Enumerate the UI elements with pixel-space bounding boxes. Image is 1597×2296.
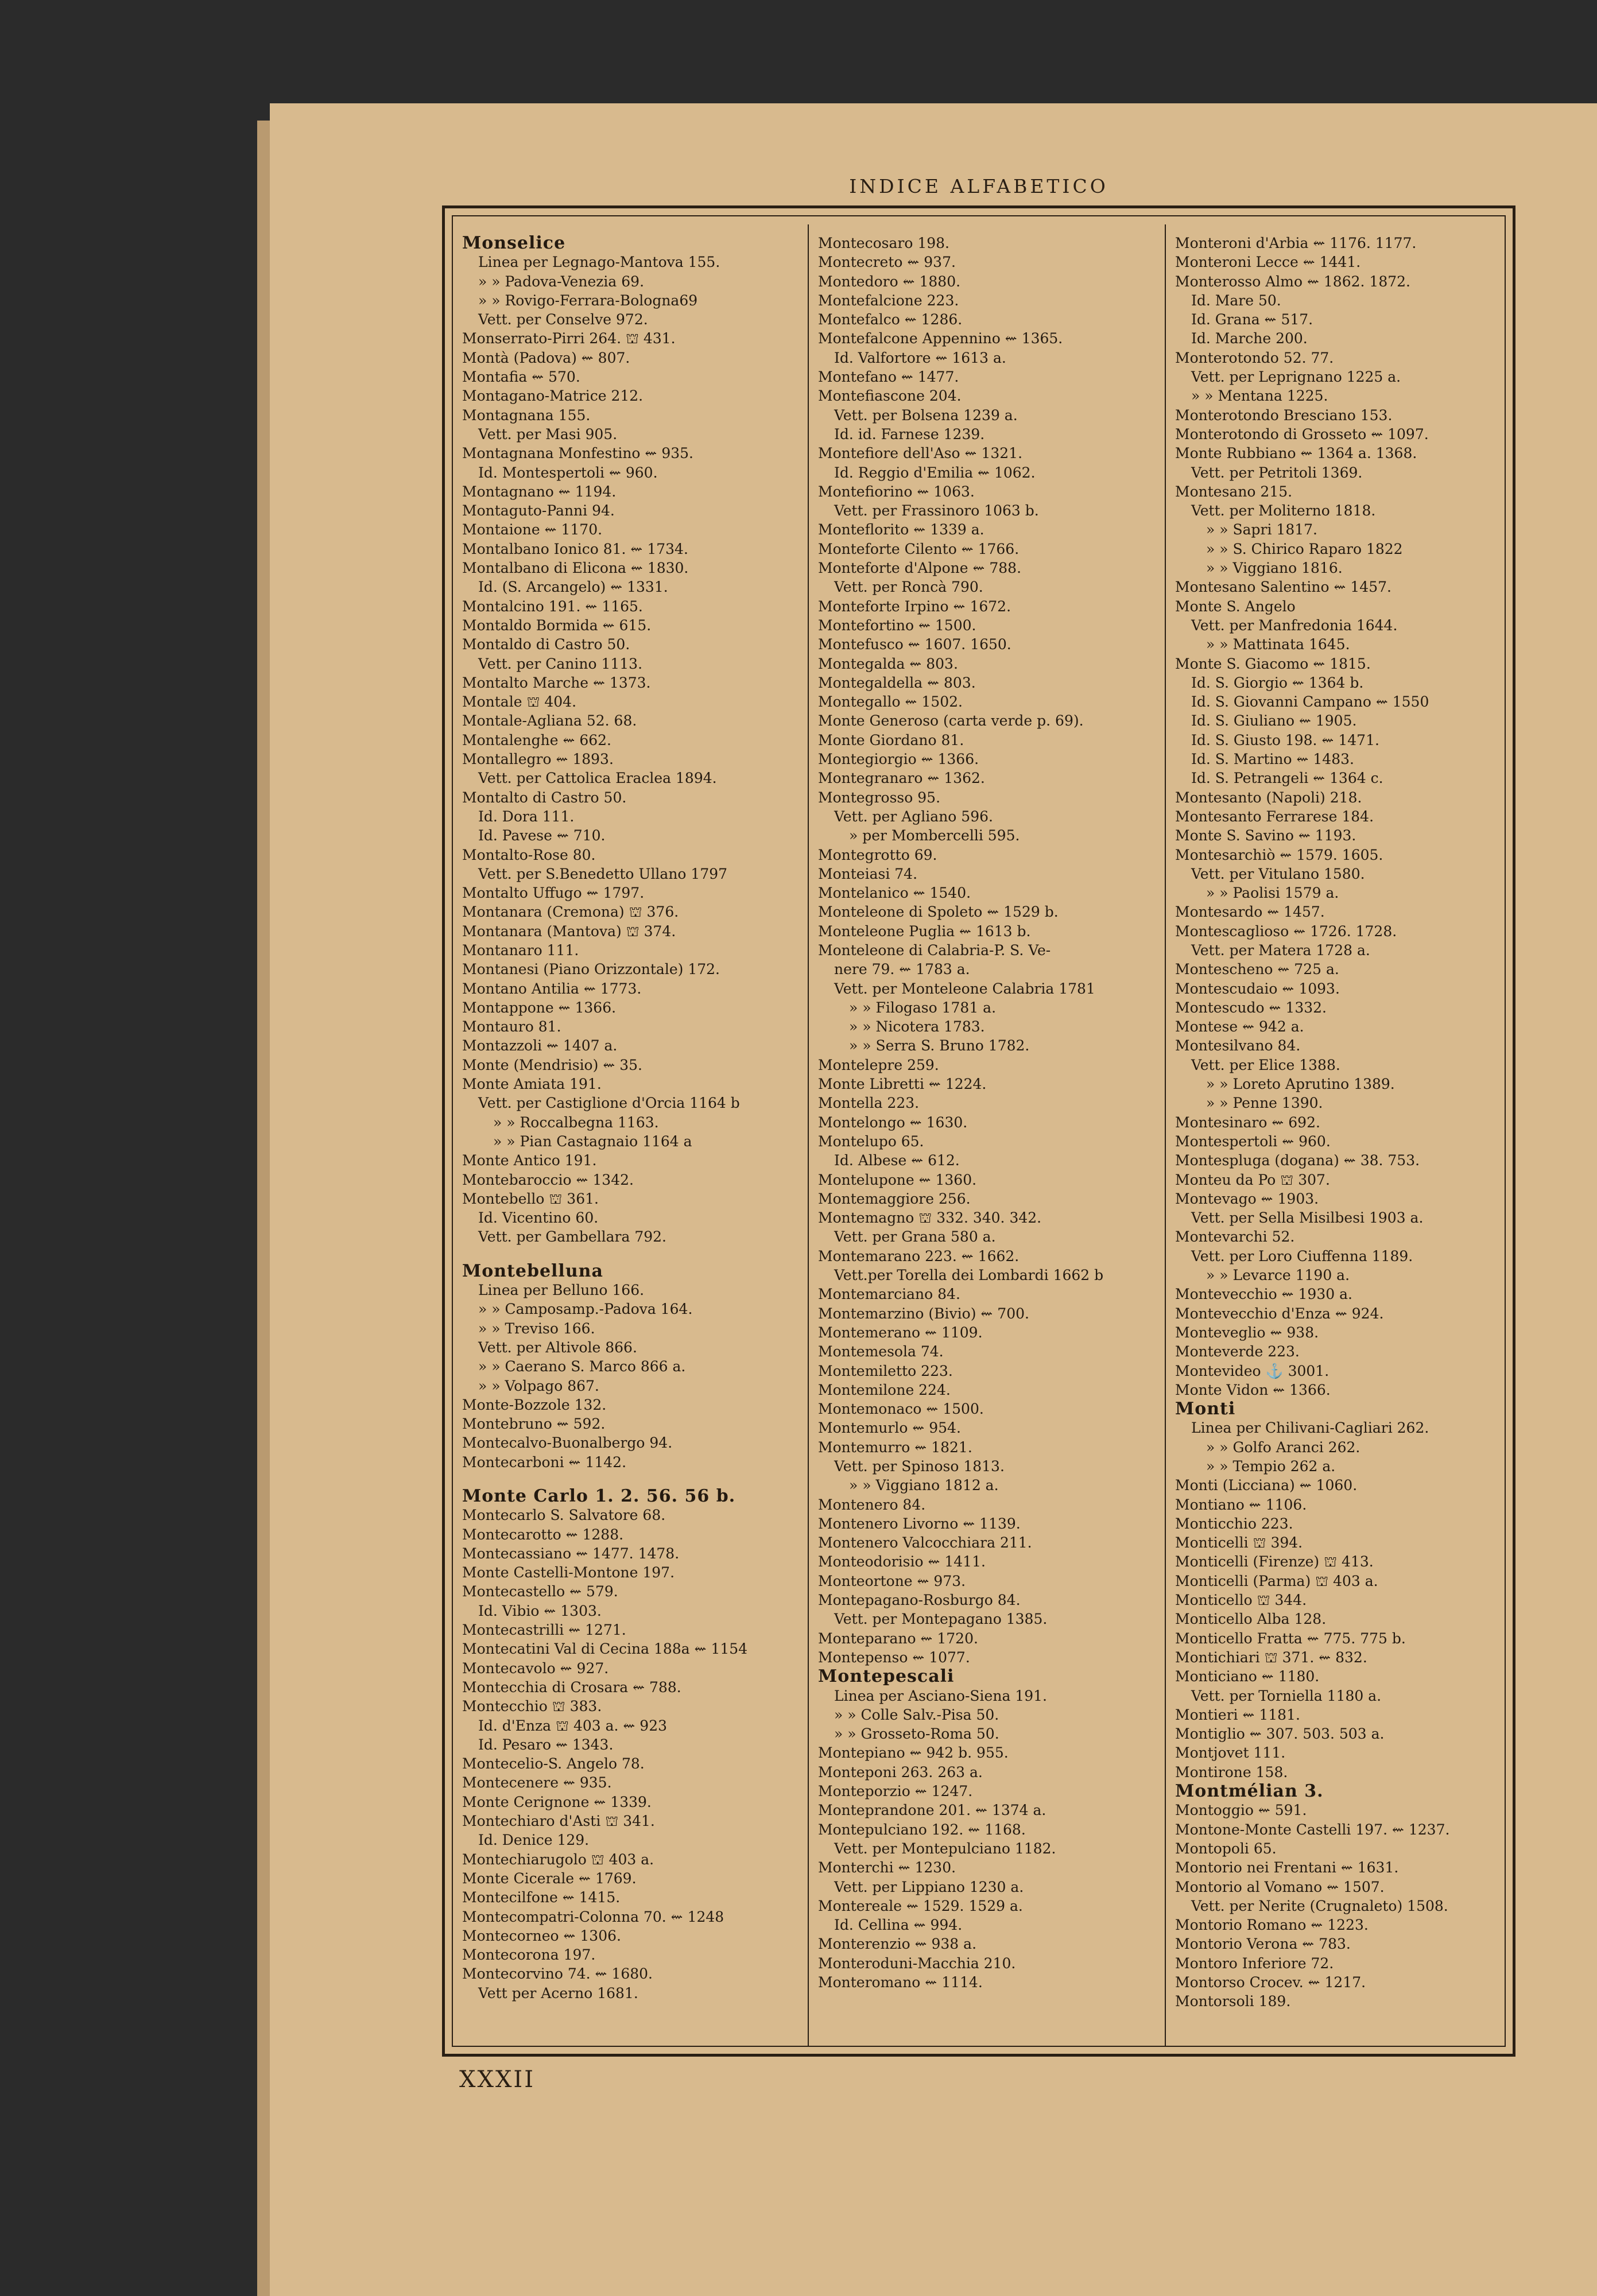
index-entry: Montopoli 65.: [1175, 1840, 1277, 1857]
index-entry: Vett. per Spinoso 1813.: [834, 1458, 1005, 1475]
index-entry: Montorio Verona ⇜ 783.: [1175, 1936, 1351, 1953]
index-entry: Monte Amiata 191.: [462, 1076, 602, 1093]
index-entry: Montemesola 74.: [818, 1343, 944, 1360]
index-entry: Montebaroccio ⇜ 1342.: [462, 1171, 634, 1188]
index-entry: » » Serra S. Bruno 1782.: [849, 1037, 1030, 1054]
index-entry: Monteleone di Spoleto ⇜ 1529 b.: [818, 903, 1059, 921]
index-entry: Montecassiano ⇜ 1477. 1478.: [462, 1545, 680, 1562]
index-entry: Id. Reggio d'Emilia ⇜ 1062.: [834, 464, 1036, 481]
index-entry: Monterosso Almo ⇜ 1862. 1872.: [1175, 273, 1410, 290]
index-entry: Id. (S. Arcangelo) ⇜ 1331.: [478, 579, 668, 596]
index-entry: Id. S. Giusto 198. ⇜ 1471.: [1191, 731, 1379, 748]
index-entry: Montesano Salentino ⇜ 1457.: [1175, 579, 1391, 596]
index-entry: Montano Antilia ⇜ 1773.: [462, 980, 642, 997]
index-entry: » » Rovigo-Ferrara-Bologna69: [478, 292, 698, 309]
index-entry: Vett. per Torniella 1180 a.: [1191, 1687, 1382, 1704]
index-entry: Monticelli (Parma) ⛫ 403 a.: [1175, 1572, 1378, 1589]
index-entry: Montesanto Ferrarese 184.: [1175, 808, 1374, 825]
index-entry: Monterotondo di Grosseto ⇜ 1097.: [1175, 425, 1429, 443]
index-heading: Montepescali: [818, 1666, 955, 1687]
index-entry: Montanesi (Piano Orizzontale) 172.: [462, 961, 720, 978]
index-entry: Montalbano Ionico 81. ⇜ 1734.: [462, 540, 688, 557]
index-entry: Id. Pesaro ⇜ 1343.: [478, 1736, 614, 1753]
index-entry: Montegrotto 69.: [818, 846, 937, 863]
index-entry: Id. Vibio ⇜ 1303.: [478, 1602, 602, 1619]
index-entry: Monticchio 223.: [1175, 1515, 1293, 1532]
index-entry: Monte Giordano 81.: [818, 731, 964, 748]
index-entry: Montefiascone 204.: [818, 387, 962, 405]
index-entry: Montalto di Castro 50.: [462, 789, 627, 806]
index-entry: Montemilone 224.: [818, 1381, 951, 1398]
index-entry: Id. S. Martino ⇜ 1483.: [1191, 751, 1354, 768]
index-entry: Montesarchiò ⇜ 1579. 1605.: [1175, 846, 1383, 863]
index-entry: Montescudaio ⇜ 1093.: [1175, 980, 1340, 997]
index-entry: Id. Albese ⇜ 612.: [834, 1152, 960, 1169]
index-entry: Id. d'Enza ⛫ 403 a. ⇜ 923: [478, 1717, 668, 1734]
index-entry: Id. Marche 200.: [1191, 330, 1308, 347]
index-entry: Vett. per Montepagano 1385.: [834, 1611, 1048, 1628]
index-entry: » » Mentana 1225.: [1191, 387, 1328, 405]
index-entry: » » Penne 1390.: [1206, 1095, 1323, 1112]
index-entry: Montelongo ⇜ 1630.: [818, 1114, 968, 1131]
index-entry: Montieri ⇜ 1181.: [1175, 1706, 1300, 1723]
index-entry: Montelanico ⇜ 1540.: [818, 885, 971, 902]
index-entry: Monteforte d'Alpone ⇜ 788.: [818, 560, 1022, 577]
index-entry: » » Nicotera 1783.: [849, 1018, 985, 1035]
index-entry: Montoggio ⇜ 591.: [1175, 1802, 1307, 1819]
index-entry: Id. Vicentino 60.: [478, 1209, 599, 1227]
index-entry: Montemurlo ⇜ 954.: [818, 1420, 961, 1437]
index-entry: Montedoro ⇜ 1880.: [818, 273, 961, 290]
index-entry: Id. S. Giovanni Campano ⇜ 1550: [1191, 693, 1429, 711]
index-entry: Monteroduni-Macchia 210.: [818, 1954, 1016, 1972]
index-entry: Montichiari ⛫ 371. ⇜ 832.: [1175, 1649, 1367, 1666]
index-entry: » » Paolisi 1579 a.: [1206, 885, 1339, 902]
index-entry: Id. id. Farnese 1239.: [834, 425, 985, 443]
index-entry: Montale-Agliana 52. 68.: [462, 712, 637, 730]
index-entry: Monserrato-Pirri 264. ⛫ 431.: [462, 330, 676, 347]
index-entry: Montenero 84.: [818, 1496, 926, 1513]
index-entry: Montallegro ⇜ 1893.: [462, 751, 614, 768]
index-entry: Montevideo ⚓ 3001.: [1175, 1362, 1329, 1379]
index-entry: Vett. per Masi 905.: [478, 425, 618, 443]
index-entry: Monteparano ⇜ 1720.: [818, 1630, 978, 1647]
index-entry: Montepagano-Rosburgo 84.: [818, 1592, 1021, 1609]
index-entry: Montone-Monte Castelli 197. ⇜ 1237.: [1175, 1821, 1450, 1838]
index-entry: Id. S. Giuliano ⇜ 1905.: [1191, 712, 1357, 730]
index-entry: Montalbano di Elicona ⇜ 1830.: [462, 560, 689, 577]
index-entry: Vett. per S.Benedetto Ullano 1797: [478, 865, 728, 882]
index-entry: Montecarotto ⇜ 1288.: [462, 1526, 624, 1543]
index-entry: Vett. per Moliterno 1818.: [1191, 502, 1376, 519]
index-entry: Monticello Alba 128.: [1175, 1611, 1327, 1628]
index-entry: Montappone ⇜ 1366.: [462, 999, 617, 1016]
index-entry: Montescudo ⇜ 1332.: [1175, 999, 1327, 1016]
index-entry: Montazzoli ⇜ 1407 a.: [462, 1037, 618, 1054]
index-entry: Montepiano ⇜ 942 b. 955.: [818, 1744, 1009, 1762]
index-entry: » » Treviso 166.: [478, 1320, 595, 1337]
index-entry: Montanara (Mantova) ⛫ 374.: [462, 922, 676, 940]
index-entry: » » Mattinata 1645.: [1206, 636, 1350, 653]
index-entry: Montemarzino (Bivio) ⇜ 700.: [818, 1305, 1029, 1322]
index-entry: Montespluga (dogana) ⇜ 38. 753.: [1175, 1152, 1420, 1169]
index-entry: Montauro 81.: [462, 1018, 561, 1035]
index-entry: Montevago ⇜ 1903.: [1175, 1190, 1319, 1207]
index-entry: Monte S. Angelo: [1175, 598, 1296, 615]
index-entry: Montemagno ⛫ 332. 340. 342.: [818, 1209, 1042, 1227]
index-entry: Montalto Uffugo ⇜ 1797.: [462, 885, 645, 902]
index-heading: Montebelluna: [462, 1261, 603, 1281]
index-entry: Vett. per Cattolica Eraclea 1894.: [478, 770, 717, 787]
index-entry: Monteleone Puglia ⇜ 1613 b.: [818, 922, 1031, 940]
index-entry: Montalenghe ⇜ 662.: [462, 731, 611, 748]
index-entry: Vett. per Conselve 972.: [478, 311, 648, 328]
index-entry: Monticello ⛫ 344.: [1175, 1592, 1307, 1609]
index-entry: Vett. per Manfredonia 1644.: [1191, 616, 1398, 634]
index-entry: Vett. per Gambellara 792.: [478, 1228, 666, 1246]
index-entry: Montemiletto 223.: [818, 1362, 953, 1379]
index-entry: Montepulciano 192. ⇜ 1168.: [818, 1821, 1026, 1838]
index-entry: Vett. per Leprignano 1225 a.: [1191, 369, 1401, 386]
index-entry: Montalto-Rose 80.: [462, 846, 596, 863]
index-entry: Montecorneo ⇜ 1306.: [462, 1927, 621, 1944]
index-entry: Id. S. Giorgio ⇜ 1364 b.: [1191, 674, 1364, 691]
index-entry: Montecarlo S. Salvatore 68.: [462, 1507, 666, 1524]
index-column-2: [818, 234, 1157, 2047]
index-entry: Montesilvano 84.: [1175, 1037, 1301, 1054]
index-entry: Montegranaro ⇜ 1362.: [818, 770, 985, 787]
index-entry: Vett. per Elice 1388.: [1191, 1056, 1340, 1073]
index-entry: Montefalco ⇜ 1286.: [818, 311, 963, 328]
index-entry: Montenero Livorno ⇜ 1139.: [818, 1515, 1021, 1532]
index-entry: Vett. per Bolsena 1239 a.: [834, 406, 1018, 424]
index-entry: Id. Grana ⇜ 517.: [1191, 311, 1313, 328]
index-entry: Montecreto ⇜ 937.: [818, 254, 956, 271]
index-entry: Montecastello ⇜ 579.: [462, 1583, 618, 1600]
index-entry: Montaldo Bormida ⇜ 615.: [462, 616, 652, 634]
index-entry: Montese ⇜ 942 a.: [1175, 1018, 1304, 1035]
index-entry: Monteverde 223.: [1175, 1343, 1300, 1360]
index-entry: Montesinaro ⇜ 692.: [1175, 1114, 1320, 1131]
index-entry: Vett. per Loro Ciuffenna 1189.: [1191, 1247, 1413, 1265]
index-entry: Monteiasi 74.: [818, 865, 918, 882]
index-entry: Montorio nei Frentani ⇜ 1631.: [1175, 1859, 1399, 1876]
index-entry: Montiano ⇜ 1106.: [1175, 1496, 1307, 1513]
index-entry: Monteu da Po ⛫ 307.: [1175, 1171, 1330, 1188]
index-entry: Montecelio-S. Angelo 78.: [462, 1755, 645, 1773]
index-entry: Montalcino 191. ⇜ 1165.: [462, 598, 643, 615]
index-entry: Vett. per Canino 1113.: [478, 655, 643, 672]
index-entry: Montemerano ⇜ 1109.: [818, 1324, 983, 1341]
index-entry: Montorso Crocev. ⇜ 1217.: [1175, 1974, 1366, 1991]
index-column-1: [462, 234, 801, 2047]
index-entry: Monticiano ⇜ 1180.: [1175, 1668, 1320, 1685]
index-entry: Montereale ⇜ 1529. 1529 a.: [818, 1897, 1023, 1914]
index-entry: » » Roccalbegna 1163.: [493, 1114, 659, 1131]
index-entry: Montescaglioso ⇜ 1726. 1728.: [1175, 922, 1397, 940]
index-entry: Vett. per Altivole 866.: [478, 1339, 637, 1356]
index-entry: Montiglio ⇜ 307. 503. 503 a.: [1175, 1725, 1385, 1743]
index-entry: Montesano 215.: [1175, 483, 1293, 500]
index-entry: Montefortino ⇜ 1500.: [818, 616, 976, 634]
index-entry: Id. Denice 129.: [478, 1832, 590, 1849]
index-entry: Vett. per Frassinoro 1063 b.: [834, 502, 1039, 519]
index-entry: Montescheno ⇜ 725 a.: [1175, 961, 1339, 978]
index-entry: Montechiaro d'Asti ⛫ 341.: [462, 1813, 655, 1830]
index-entry: Montalto Marche ⇜ 1373.: [462, 674, 651, 691]
index-entry: Monte Antico 191.: [462, 1152, 597, 1169]
index-entry: Monterenzio ⇜ 938 a.: [818, 1936, 977, 1953]
index-entry: Montà (Padova) ⇜ 807.: [462, 349, 630, 366]
index-entry: » » Colle Salv.-Pisa 50.: [834, 1706, 999, 1723]
index-entry: Montespertoli ⇜ 960.: [1175, 1133, 1331, 1150]
index-entry: Id. Mare 50.: [1191, 292, 1281, 309]
index-entry: Montegallo ⇜ 1502.: [818, 693, 963, 711]
index-entry: Monte Generoso (carta verde p. 69).: [818, 712, 1084, 730]
index-entry: Montella 223.: [818, 1095, 920, 1112]
index-entry: Monteleone di Calabria-P. S. Ve-: [818, 941, 1051, 959]
index-entry: Monteroni Lecce ⇜ 1441.: [1175, 254, 1361, 271]
index-entry: Montecenere ⇜ 935.: [462, 1774, 612, 1791]
index-entry: » » Volpago 867.: [478, 1377, 599, 1394]
index-entry: Vett. per Grana 580 a.: [834, 1228, 996, 1246]
index-entry: Montecatini Val di Cecina 188a ⇜ 1154: [462, 1640, 748, 1658]
index-entry: Montecorona 197.: [462, 1946, 596, 1964]
index-entry: Montagnano ⇜ 1194.: [462, 483, 617, 500]
index-entry: » per Mombercelli 595.: [849, 827, 1020, 844]
index-entry: Monticelli (Firenze) ⛫ 413.: [1175, 1553, 1374, 1570]
index-entry: Montecastrilli ⇜ 1271.: [462, 1622, 626, 1639]
index-entry: Vett. per Nerite (Crugnaleto) 1508.: [1191, 1897, 1448, 1914]
column-divider: [808, 224, 809, 2047]
index-column-3: [1175, 234, 1502, 2047]
index-entry: Montegaldella ⇜ 803.: [818, 674, 976, 691]
index-entry: Monteporzio ⇜ 1247.: [818, 1783, 973, 1800]
index-entry: Montechiarugolo ⛫ 403 a.: [462, 1851, 654, 1868]
index-entry: Monte Cerignone ⇜ 1339.: [462, 1793, 652, 1810]
index-heading: Monti: [1175, 1399, 1236, 1420]
index-entry: Monticello Fratta ⇜ 775. 775 b.: [1175, 1630, 1406, 1647]
index-entry: Montemarciano 84.: [818, 1286, 960, 1303]
index-entry: Vett. per Montepulciano 1182.: [834, 1840, 1056, 1857]
index-entry: Vett per Acerno 1681.: [478, 1984, 638, 2002]
index-entry: Vett. per Petritoli 1369.: [1191, 464, 1363, 481]
index-entry: Id. Montespertoli ⇜ 960.: [478, 464, 658, 481]
index-entry: » » Golfo Aranci 262.: [1206, 1438, 1360, 1456]
index-entry: Montorsoli 189.: [1175, 1993, 1291, 2010]
index-entry: Vett. per Roncà 790.: [834, 579, 983, 596]
index-entry: Monticelli ⛫ 394.: [1175, 1534, 1303, 1552]
index-entry: Monteromano ⇜ 1114.: [818, 1974, 983, 1991]
index-entry: Montaldo di Castro 50.: [462, 636, 630, 653]
index-heading: Monselice: [462, 234, 566, 253]
index-entry: Id. Cellina ⇜ 994.: [834, 1917, 963, 1934]
index-entry: Monti (Licciana) ⇜ 1060.: [1175, 1477, 1358, 1494]
index-entry: » » Viggiano 1812 a.: [849, 1477, 999, 1494]
index-entry: Vett. per Monteleone Calabria 1781: [834, 980, 1095, 997]
index-entry: Montefusco ⇜ 1607. 1650.: [818, 636, 1011, 653]
index-entry: Montepenso ⇜ 1077.: [818, 1649, 970, 1666]
index-entry: Monteveglio ⇜ 938.: [1175, 1324, 1319, 1341]
index-entry: » » Levarce 1190 a.: [1206, 1267, 1350, 1284]
index-entry: Montelupo 65.: [818, 1133, 924, 1150]
index-entry: Montoro Inferiore 72.: [1175, 1954, 1334, 1972]
index-entry: » » Padova-Venezia 69.: [478, 273, 645, 290]
index-entry: Montevecchio ⇜ 1930 a.: [1175, 1286, 1352, 1303]
index-entry: Monte-Bozzole 132.: [462, 1396, 607, 1413]
index-entry: Montenero Valcocchiara 211.: [818, 1534, 1032, 1552]
index-entry: Id. S. Petrangeli ⇜ 1364 c.: [1191, 770, 1383, 787]
index-entry: Montesardo ⇜ 1457.: [1175, 903, 1325, 921]
index-entry: Montaione ⇜ 1170.: [462, 521, 603, 538]
index-entry: Vett. per Sella Misilbesi 1903 a.: [1191, 1209, 1424, 1227]
index-entry: Montafia ⇜ 570.: [462, 369, 580, 386]
index-entry: Linea per Belluno 166.: [478, 1282, 645, 1299]
index-entry: Vett. per Agliano 596.: [834, 808, 993, 825]
index-entry: Monteforte Irpino ⇜ 1672.: [818, 598, 1011, 615]
index-entry: Monteprandone 201. ⇜ 1374 a.: [818, 1802, 1046, 1819]
index-entry: Montemurro ⇜ 1821.: [818, 1438, 972, 1456]
index-entry: nere 79. ⇜ 1783 a.: [834, 961, 970, 978]
index-entry: Montagnana 155.: [462, 406, 591, 424]
index-entry: » » S. Chirico Raparo 1822: [1206, 540, 1403, 557]
index-entry: Monte S. Giacomo ⇜ 1815.: [1175, 655, 1371, 672]
index-entry: Monterotondo Bresciano 153.: [1175, 406, 1393, 424]
index-entry: Monteflorito ⇜ 1339 a.: [818, 521, 984, 538]
index-entry: Id. Valfortore ⇜ 1613 a.: [834, 349, 1006, 366]
index-entry: Montecorvino 74. ⇜ 1680.: [462, 1965, 653, 1983]
index-entry: Montefalcione 223.: [818, 292, 959, 309]
index-entry: Montecompatri-Colonna 70. ⇜ 1248: [462, 1908, 724, 1925]
index-entry: Monte Castelli-Montone 197.: [462, 1564, 675, 1581]
index-entry: Monte Rubbiano ⇜ 1364 a. 1368.: [1175, 445, 1417, 462]
index-entry: Id. Dora 111.: [478, 808, 575, 825]
index-entry: Vett.per Torella dei Lombardi 1662 b: [834, 1267, 1104, 1284]
index-entry: Monte Vidon ⇜ 1366.: [1175, 1381, 1331, 1398]
index-entry: Montegiorgio ⇜ 1366.: [818, 751, 979, 768]
index-entry: Monte Cicerale ⇜ 1769.: [462, 1870, 637, 1887]
index-entry: Montebruno ⇜ 592.: [462, 1415, 606, 1433]
index-entry: Montegrosso 95.: [818, 789, 941, 806]
index-entry: Montorio Romano ⇜ 1223.: [1175, 1917, 1369, 1934]
index-heading: Montmélian 3.: [1175, 1781, 1324, 1802]
index-entry: Montirone 158.: [1175, 1763, 1288, 1781]
index-entry: Vett. per Castiglione d'Orcia 1164 b: [478, 1095, 740, 1112]
index-entry: Montecavolo ⇜ 927.: [462, 1659, 609, 1677]
index-entry: » » Loreto Aprutino 1389.: [1206, 1076, 1395, 1093]
page-number: XXXII: [459, 2066, 536, 2093]
index-entry: Montebello ⛫ 361.: [462, 1190, 599, 1207]
index-entry: Monteforte Cilento ⇜ 1766.: [818, 540, 1020, 557]
index-entry: » » Tempio 262 a.: [1206, 1458, 1336, 1475]
index-entry: Monteodorisio ⇜ 1411.: [818, 1553, 986, 1570]
index-entry: Montefiorino ⇜ 1063.: [818, 483, 975, 500]
index-entry: » » Viggiano 1816.: [1206, 560, 1343, 577]
index-entry: Montjovet 111.: [1175, 1744, 1286, 1762]
index-entry: Montecalvo-Buonalbergo 94.: [462, 1434, 673, 1452]
index-entry: Monteortone ⇜ 973.: [818, 1572, 966, 1589]
index-entry: Montecarboni ⇜ 1142.: [462, 1453, 627, 1471]
index-entry: Montefano ⇜ 1477.: [818, 369, 959, 386]
index-entry: Linea per Asciano-Siena 191.: [834, 1687, 1047, 1704]
column-divider: [1165, 224, 1166, 2047]
index-entry: Montegalda ⇜ 803.: [818, 655, 958, 672]
index-entry: Vett. per Vitulano 1580.: [1191, 865, 1365, 882]
index-entry: Monte S. Savino ⇜ 1193.: [1175, 827, 1356, 844]
index-entry: » » Filogaso 1781 a.: [849, 999, 997, 1016]
index-entry: Montemonaco ⇜ 1500.: [818, 1401, 984, 1418]
index-entry: Montanara (Cremona) ⛫ 376.: [462, 903, 679, 921]
index-entry: Montecchia di Crosara ⇜ 788.: [462, 1678, 681, 1696]
index-entry: » » Caerano S. Marco 866 a.: [478, 1358, 686, 1375]
index-entry: Linea per Chilivani-Cagliari 262.: [1191, 1420, 1429, 1437]
index-heading: Monte Carlo 1. 2. 56. 56 b.: [462, 1486, 736, 1506]
index-entry: Montagano-Matrice 212.: [462, 387, 644, 405]
index-entry: Monteponi 263. 263 a.: [818, 1763, 983, 1781]
index-entry: Monterotondo 52. 77.: [1175, 349, 1334, 366]
index-frame: [442, 205, 1515, 2057]
index-entry: Montesanto (Napoli) 218.: [1175, 789, 1362, 806]
index-entry: Monte (Mendrisio) ⇜ 35.: [462, 1056, 642, 1073]
index-entry: Montecilfone ⇜ 1415.: [462, 1889, 621, 1906]
index-entry: Montelepre 259.: [818, 1056, 939, 1073]
index-entry: Montanaro 111.: [462, 941, 579, 959]
index-entry: Montemarano 223. ⇜ 1662.: [818, 1247, 1020, 1265]
index-entry: » » Pian Castagnaio 1164 a: [493, 1133, 692, 1150]
index-entry: Monte Libretti ⇜ 1224.: [818, 1076, 987, 1093]
index-entry: » » Camposamp.-Padova 164.: [478, 1301, 693, 1318]
index-entry: Linea per Legnago-Mantova 155.: [478, 254, 720, 271]
index-entry: Vett. per Lippiano 1230 a.: [834, 1878, 1024, 1895]
index-entry: Montelupone ⇜ 1360.: [818, 1171, 977, 1188]
index-entry: » » Sapri 1817.: [1206, 521, 1317, 538]
index-entry: Id. Pavese ⇜ 710.: [478, 827, 606, 844]
index-entry: Monterchi ⇜ 1230.: [818, 1859, 956, 1876]
index-entry: Vett. per Matera 1728 a.: [1191, 941, 1370, 959]
index-entry: Monteroni d'Arbia ⇜ 1176. 1177.: [1175, 235, 1417, 251]
index-entry: » » Grosseto-Roma 50.: [834, 1725, 999, 1743]
index-entry: Montorio al Vomano ⇜ 1507.: [1175, 1878, 1385, 1895]
index-entry: Montagnana Monfestino ⇜ 935.: [462, 445, 693, 462]
index-entry: Montale ⛫ 404.: [462, 693, 577, 711]
index-entry: Montefalcone Appennino ⇜ 1365.: [818, 330, 1063, 347]
index-entry: Montecchio ⛫ 383.: [462, 1698, 602, 1715]
page-header: INDICE ALFABETICO: [849, 175, 1108, 197]
index-entry: Montaguto-Panni 94.: [462, 502, 615, 519]
index-entry: Montemaggiore 256.: [818, 1190, 971, 1207]
index-entry: Montefiore dell'Aso ⇜ 1321.: [818, 445, 1023, 462]
index-entry: Montevarchi 52.: [1175, 1228, 1295, 1246]
index-entry: Montecosaro 198.: [818, 235, 949, 251]
index-entry: Montevecchio d'Enza ⇜ 924.: [1175, 1305, 1384, 1322]
